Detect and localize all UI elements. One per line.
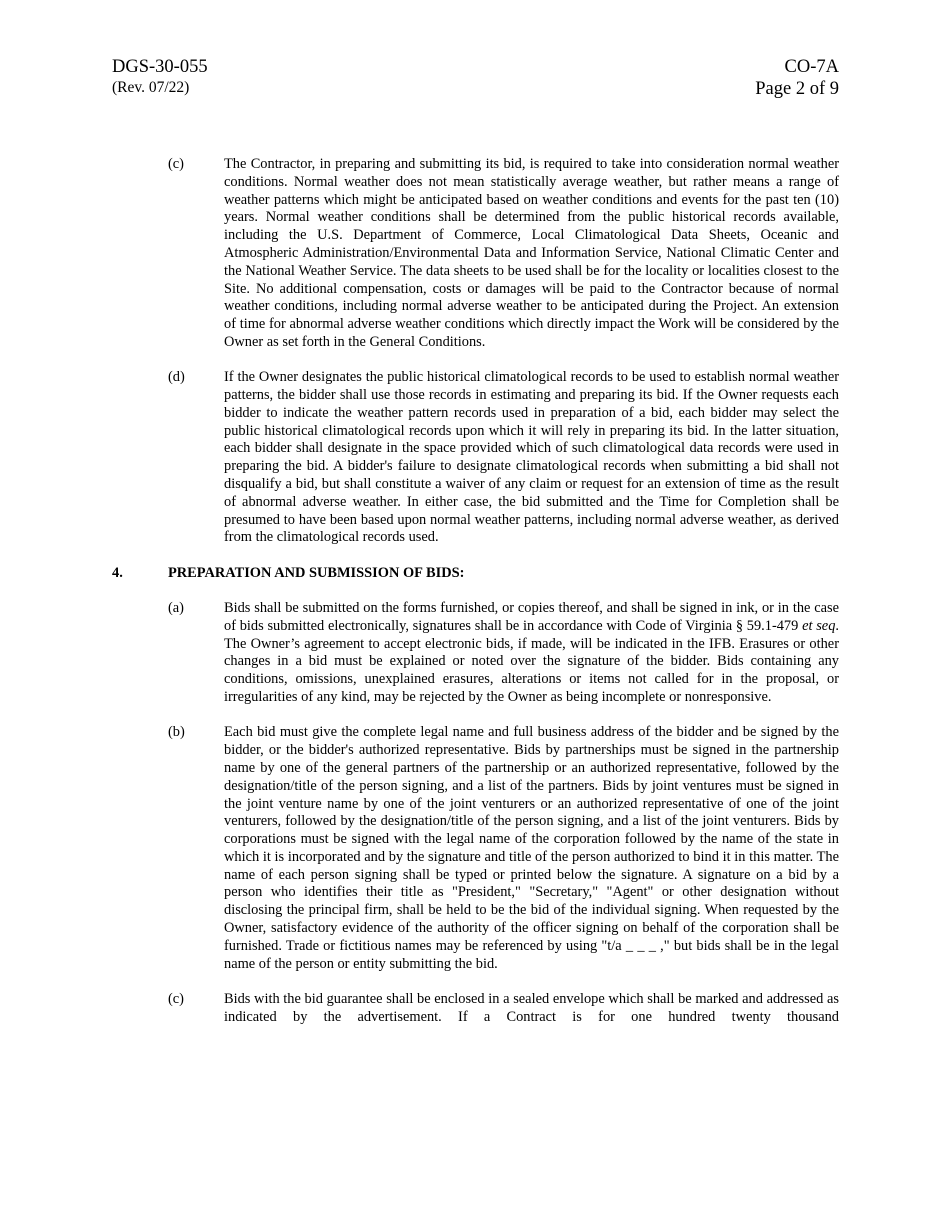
paragraph-label: (b) [168,724,185,741]
paragraph-text: The Contractor, in preparing and submitting its bid, is required to take into consideration normal weather conditions. Normal weather does not mean statistically average weather, but rather means a range of weather patterns which might be anticipated based on weather conditions and events for the past ten (10) years. Normal weather conditions shall be determined from the public historical records available, including the U.S. Department of Commerce, Local Climatological Data Sheets, Oceanic and Atmospheric Administration/Environmental Data and Information Service, National Climatic Center and the National Weather Service. The data sheets to be used shall be for the locality or localities closest to the Site. No additional compensation, costs or damages will be paid to the Contractor because of normal weather conditions, including normal adverse weather to be anticipated during the Project. An extension of time for abnormal adverse weather conditions which directly impact the Work will be considered by the Owner as set forth in the General Conditions. [224,156,839,350]
paragraph-text: Each bid must give the complete legal name and full business address of the bidder and be signed by the bidder, or the bidder's authorized representative. Bids by partnerships must be signed in the partnership name by one of the general partners of the partnership or an authorized representative, followed by the designation/title of the person signing, and a list of the partners. Bids by joint ventures must be signed in the joint venture name by one of the joint venturers or an authorized representative of one of the joint venturers, followed by the designation/title of the person signing, and a list of the joint venturers. Bids by corporations must be signed with the legal name of the corporation followed by the name of the state in which it is incorporated and by the signature and title of the person authorized to bind it in this matter. The name of each person signing shall be typed or printed below the signature. A signature on a bid by a person who identifies their title as "President," "Secretary," "Agent" or other designation without disclosing the principal firm, shall be held to be the bid of the individual signing. When requested by the Owner, satisfactory evidence of the authority of the officer signing on behalf of the corporation shall be furnished. Trade or fictitious names may be referenced by using "t/a _ _ _ ," but bids shall be in the legal name of the person or entity submitting the bid. [224,724,839,972]
paragraph-text [224,600,839,707]
paragraph-text: If the Owner designates the public historical climatological records to be used to establish normal weather patterns, the bidder shall use those records in estimating and preparing its bid. If the Owner requests each bidder to indicate the weather pattern records used in preparation of a bid, each bidder may select the public historical climatological records upon which it will rely in preparing its bid. In the latter situation, each bidder shall designate in the space provided which of such climatological data records were used in preparing the bid. A bidder's failure to designate climatological records when submitting a bid shall not disqualify a bid, but shall constitute a waiver of any claim or request for an extension of time as the result of abnormal adverse weather. In either case, the bid submitted and the Time for Completion shall be presumed to have been based upon normal weather patterns, including normal adverse weather, as derived from the climatological records used. [224,369,839,546]
italic-text: et seq [802,617,836,634]
header-right [755,56,839,100]
form-number: DGS-30-055 [112,57,208,77]
paragraph-label: (c) [168,990,184,1007]
section-title: PREPARATION AND SUBMISSION OF BIDS: [168,564,465,581]
paragraph-label: (c) [168,156,184,172]
paragraph-4b [168,724,839,973]
document-body [112,156,839,1027]
section-number: 4. [112,564,123,581]
text-part: Bids shall be submitted on the forms furnished, or copies thereof, and shall be signed in ink, or in the case of bids submitted electronically, signatures shall be in accordance with Code of Virginia § 59.1-479 [224,600,839,634]
section-heading [112,565,839,583]
page-number: Page 2 of 9 [755,79,839,99]
text-part: . The Owner’s agreement to accept electronic bids, if made, will be indicated in the IFB. Erasures or other changes in a bid must be explained or noted over the signature of the bidder. Bids containing any conditions, omissions, unexplained erasures, alterations or items not called for in the proposal, or irregularities of any kind, may be rejected by the Owner as being incomplete or nonresponsive. [224,617,839,706]
paragraph-3c [168,156,839,352]
paragraph-label: (d) [168,369,185,386]
paragraph-4a [168,600,839,707]
paragraph-label: (a) [168,600,184,617]
revision-date: (Rev. 07/22) [112,79,190,96]
paragraph-3d [168,369,839,547]
paragraph-4c [168,991,839,1027]
paragraph-text: Bids with the bid guarantee shall be enclosed in a sealed envelope which shall be marked and addressed as indicated by the advertisement. If a Contract is for one hundred twenty thousand [224,990,839,1025]
form-code: CO-7A [784,57,839,77]
header-left [112,56,208,98]
